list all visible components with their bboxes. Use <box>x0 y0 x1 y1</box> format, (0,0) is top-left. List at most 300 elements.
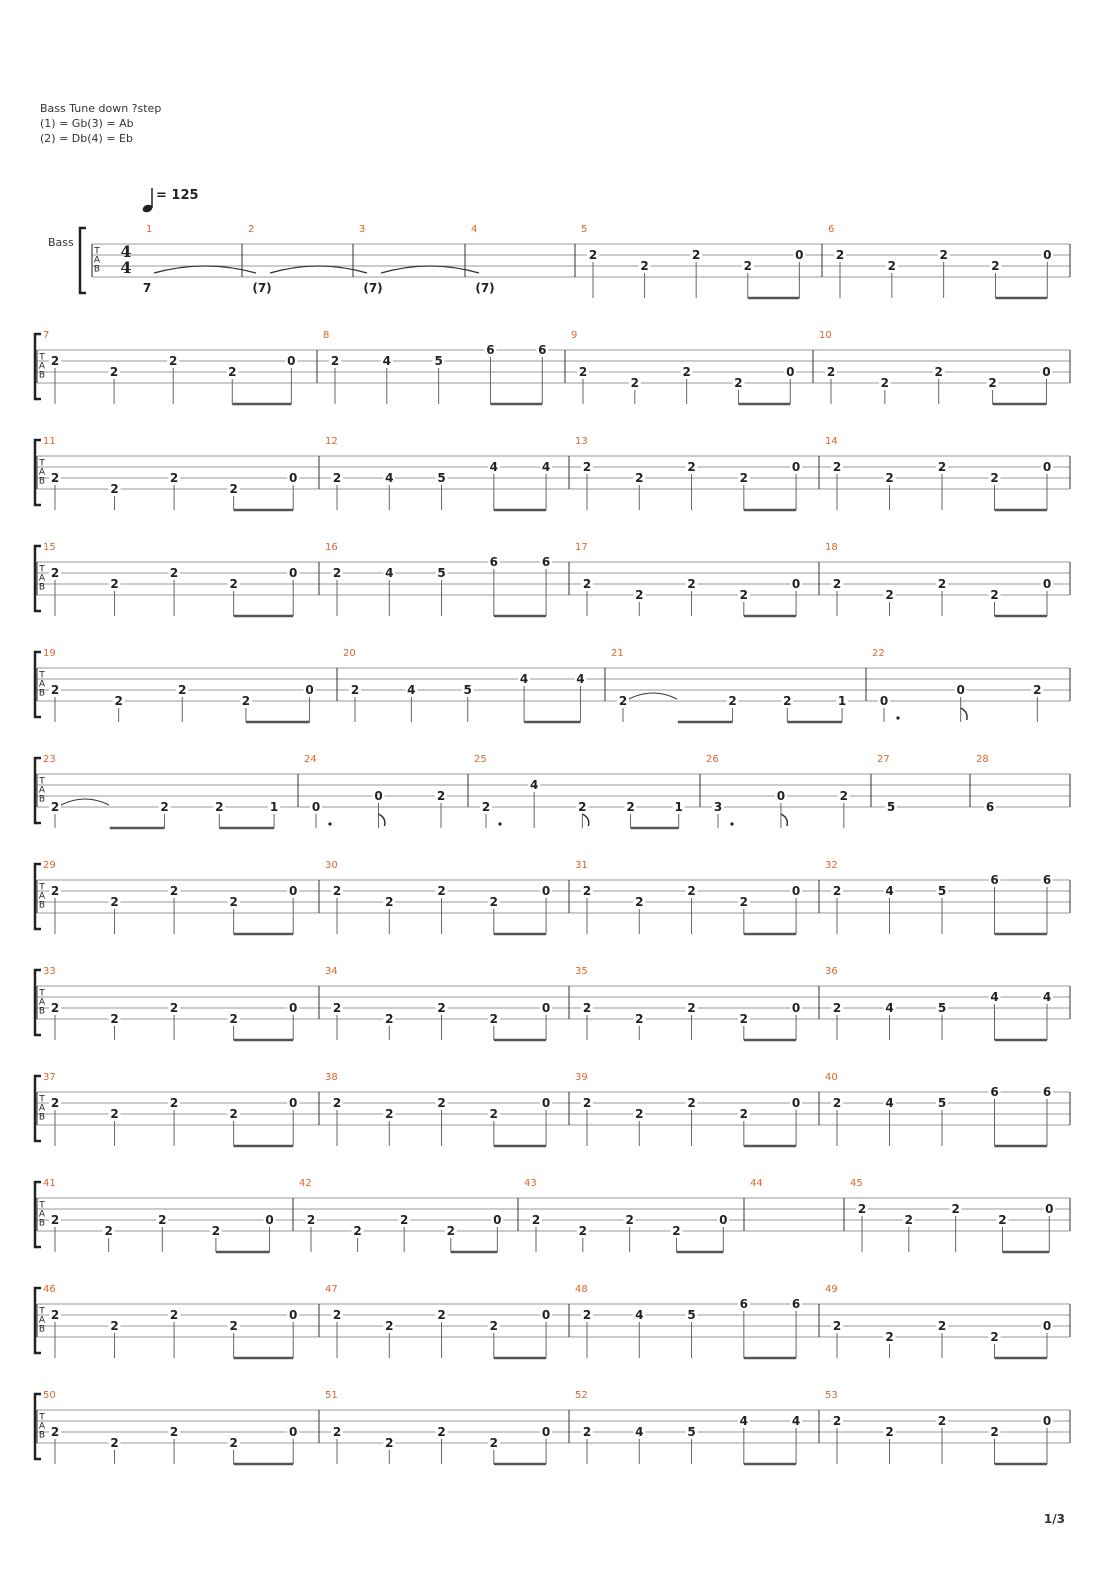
measure-number: 7 <box>43 330 50 341</box>
fret-number: 2 <box>739 471 748 485</box>
fret-number: 2 <box>437 1425 446 1439</box>
fret-number: 2 <box>110 577 119 591</box>
dot-mark <box>498 822 501 825</box>
fret-number: 2 <box>618 694 628 708</box>
measure-number: 50 <box>43 1390 56 1401</box>
fret-number: 2 <box>687 884 696 898</box>
fret-number: 2 <box>839 789 849 803</box>
fret-number: 2 <box>672 1224 681 1238</box>
fret-number: 2 <box>832 1319 842 1333</box>
system-10 <box>35 1178 1070 1252</box>
fret-number: 2 <box>682 365 691 379</box>
fret-number: 2 <box>169 1096 179 1110</box>
fret-number: 4 <box>385 566 394 580</box>
fret-number: 0 <box>493 1213 502 1227</box>
fret-number: 5 <box>437 566 446 580</box>
fret-number: 2 <box>437 1001 446 1015</box>
fret-number: 2 <box>437 884 446 898</box>
fret-number: 4 <box>489 460 498 474</box>
time-signature-top: 4 <box>120 242 132 261</box>
fret-number: 0 <box>1042 460 1052 474</box>
fret-number: 2 <box>743 259 752 273</box>
fret-number: 2 <box>635 1012 644 1026</box>
system-3 <box>35 436 1070 510</box>
fret-number: 6 <box>990 1085 999 1099</box>
fret-number: 2 <box>578 1224 587 1238</box>
measure-number: 15 <box>43 542 56 553</box>
measure-number: 28 <box>976 754 989 765</box>
fret-number: 6 <box>541 555 551 569</box>
fret-number: 3 <box>713 800 723 814</box>
fret-number: 2 <box>385 895 394 909</box>
measure-number: 3 <box>359 224 366 235</box>
fret-number: 1 <box>674 800 683 814</box>
fret-number: 2 <box>104 1224 113 1238</box>
tab-clef-letter: A <box>38 1103 46 1114</box>
measure-number: 39 <box>575 1072 588 1083</box>
tab-clef-letter: B <box>38 1112 46 1123</box>
fret-number: 2 <box>481 800 491 814</box>
fret-number: 2 <box>687 577 696 591</box>
fret-number: 2 <box>783 694 792 708</box>
fret-number: 2 <box>1033 683 1042 697</box>
fret-number: 6 <box>1042 1085 1052 1099</box>
fret-number: 2 <box>582 577 592 591</box>
note-flag <box>781 814 787 826</box>
fret-number: 2 <box>626 800 635 814</box>
tab-clef-letter: T <box>39 1094 45 1105</box>
fret-number: 2 <box>50 884 60 898</box>
fret-number: 2 <box>110 1107 119 1121</box>
system-2 <box>35 330 1070 404</box>
fret-number: 2 <box>169 354 178 368</box>
tab-clef-letter: B <box>38 1218 46 1229</box>
fret-number: 2 <box>109 365 119 379</box>
fret-number: 2 <box>353 1224 362 1238</box>
fret-number: 1 <box>269 800 279 814</box>
measure-number: 49 <box>825 1284 838 1295</box>
system-7 <box>35 860 1070 934</box>
fret-number: 0 <box>289 1308 298 1322</box>
fret-number: 2 <box>937 1414 947 1428</box>
fret-number: 2 <box>211 1224 221 1238</box>
fret-number: 2 <box>635 471 644 485</box>
fret-number: 2 <box>169 566 179 580</box>
fret-number: 2 <box>832 460 842 474</box>
tab-clef-letter: T <box>39 458 45 469</box>
fret-number: 2 <box>169 1001 179 1015</box>
fret-number: 2 <box>734 376 743 390</box>
fret-number: 2 <box>50 800 60 814</box>
fret-number: 0 <box>289 566 298 580</box>
fret-number: 2 <box>229 1319 238 1333</box>
fret-number: 0 <box>265 1213 274 1227</box>
fret-number: 2 <box>50 1308 60 1322</box>
fret-number: 2 <box>880 376 890 390</box>
fret-number: 2 <box>832 1096 842 1110</box>
fret-number: 2 <box>582 1096 592 1110</box>
fret-number: 4 <box>519 672 529 686</box>
fret-number: 2 <box>385 1107 394 1121</box>
system-8 <box>35 966 1070 1040</box>
measure-number: 51 <box>325 1390 338 1401</box>
fret-number: 2 <box>489 1319 498 1333</box>
tab-clef-letter: B <box>93 264 101 275</box>
measure-number: 14 <box>825 436 838 447</box>
fret-number: 2 <box>835 248 845 262</box>
fret-number: 2 <box>832 1001 842 1015</box>
tab-clef-letter: A <box>38 997 46 1008</box>
fret-number: (7) <box>475 281 495 295</box>
fret-number: 2 <box>229 482 238 496</box>
fret-number: 0 <box>541 1425 551 1439</box>
measure-number: 11 <box>43 436 56 447</box>
measure-number: 22 <box>872 648 885 659</box>
fret-number: 2 <box>446 1224 455 1238</box>
fret-number: 2 <box>939 248 948 262</box>
fret-number: 0 <box>1042 577 1052 591</box>
measure-number: 41 <box>43 1178 56 1189</box>
measure-number: 24 <box>304 754 317 765</box>
fret-number: 2 <box>951 1202 960 1216</box>
measure-number: 17 <box>575 542 588 553</box>
fret-number: 2 <box>158 1213 167 1227</box>
fret-number: 2 <box>588 248 598 262</box>
fret-number: 2 <box>385 1012 394 1026</box>
system-bracket <box>80 228 86 293</box>
fret-number: 6 <box>486 343 495 357</box>
tab-clef-letter: B <box>38 582 46 593</box>
tab-clef-letter: B <box>38 476 46 487</box>
fret-number: 4 <box>382 354 391 368</box>
fret-number: 6 <box>739 1297 748 1311</box>
fret-number: 2 <box>826 365 836 379</box>
fret-number: 0 <box>791 1096 801 1110</box>
fret-number: 2 <box>436 789 446 803</box>
fret-number: 2 <box>50 1425 60 1439</box>
fret-number: 2 <box>904 1213 913 1227</box>
fret-number: 2 <box>169 884 179 898</box>
fret-number: 2 <box>582 884 592 898</box>
measure-number: 6 <box>828 224 835 235</box>
fret-number: 0 <box>879 694 889 708</box>
tab-clef-letter: B <box>38 900 46 911</box>
measure-number: 37 <box>43 1072 56 1083</box>
measure-number: 20 <box>343 648 356 659</box>
tie-arc <box>270 266 367 273</box>
fret-number: 2 <box>229 895 238 909</box>
fret-number: 2 <box>50 1213 60 1227</box>
fret-number: 2 <box>739 895 748 909</box>
fret-number: 0 <box>719 1213 728 1227</box>
fret-number: 2 <box>832 1414 842 1428</box>
fret-number: 2 <box>50 354 60 368</box>
tab-clef-letter: T <box>39 564 45 575</box>
measure-number: 5 <box>581 224 588 235</box>
tab-clef-letter: T <box>39 882 45 893</box>
tab-clef-letter: A <box>38 785 46 796</box>
fret-number: 5 <box>937 884 947 898</box>
measure-number: 12 <box>325 436 338 447</box>
tab-clef-letter: B <box>38 1006 46 1017</box>
fret-number: 6 <box>985 800 995 814</box>
fret-number: 2 <box>578 800 587 814</box>
fret-number: 2 <box>739 588 748 602</box>
fret-number: 2 <box>437 1308 446 1322</box>
measure-number: 45 <box>850 1178 863 1189</box>
fret-number: 6 <box>1042 873 1052 887</box>
fret-number: 5 <box>434 354 443 368</box>
fret-number: 2 <box>640 259 649 273</box>
fret-number: 2 <box>332 1001 342 1015</box>
measure-number: 44 <box>750 1178 763 1189</box>
fret-number: 2 <box>332 1308 342 1322</box>
fret-number: 2 <box>110 1012 119 1026</box>
system-12 <box>35 1390 1070 1464</box>
fret-number: 2 <box>332 1425 342 1439</box>
tab-clef-letter: A <box>38 467 46 478</box>
fret-number: 2 <box>229 1012 238 1026</box>
fret-number: 4 <box>990 990 999 1004</box>
fret-number: 2 <box>885 1330 894 1344</box>
fret-number: 2 <box>50 471 60 485</box>
measure-number: 23 <box>43 754 56 765</box>
fret-number: 2 <box>885 588 894 602</box>
fret-number: 2 <box>400 1213 409 1227</box>
measure-number: 21 <box>611 648 624 659</box>
measure-number: 34 <box>325 966 338 977</box>
fret-number: 2 <box>241 694 251 708</box>
fret-number: 2 <box>489 1436 498 1450</box>
measure-number: 31 <box>575 860 588 871</box>
fret-number: 2 <box>857 1202 867 1216</box>
fret-number: 0 <box>311 800 321 814</box>
fret-number: 2 <box>332 884 342 898</box>
fret-number: 2 <box>306 1213 316 1227</box>
measure-number: 48 <box>575 1284 588 1295</box>
fret-number: 2 <box>990 1425 999 1439</box>
fret-number: 2 <box>832 577 842 591</box>
fret-number: 2 <box>934 365 943 379</box>
measure-number: 4 <box>471 224 478 235</box>
fret-number: 2 <box>687 1096 696 1110</box>
fret-number: 0 <box>1043 248 1052 262</box>
fret-number: 0 <box>287 354 296 368</box>
system-5 <box>35 648 1070 722</box>
measure-number: 35 <box>575 966 588 977</box>
note-flag <box>961 708 967 720</box>
fret-number: 2 <box>687 460 696 474</box>
fret-number: 0 <box>289 1001 298 1015</box>
fret-number: 4 <box>576 672 585 686</box>
note-flag <box>582 814 588 826</box>
fret-number: 2 <box>169 1308 179 1322</box>
fret-number: 0 <box>1042 1319 1052 1333</box>
tempo-value: = 125 <box>156 188 199 203</box>
fret-number: 5 <box>937 1096 947 1110</box>
measure-number: 46 <box>43 1284 56 1295</box>
fret-number: 2 <box>229 1436 238 1450</box>
fret-number: 2 <box>50 1001 60 1015</box>
fret-number: 2 <box>625 1213 634 1227</box>
fret-number: 6 <box>538 343 547 357</box>
tuning-title: Bass Tune down ?step <box>40 102 162 115</box>
fret-number: 2 <box>110 482 119 496</box>
fret-number: 7 <box>142 281 152 295</box>
measure-number: 52 <box>575 1390 588 1401</box>
tab-clef-letter: T <box>39 1306 45 1317</box>
measure-number: 8 <box>323 330 330 341</box>
measure-number: 10 <box>819 330 832 341</box>
fret-number: 4 <box>407 683 416 697</box>
fret-number: 0 <box>374 789 383 803</box>
fret-number: 2 <box>50 683 60 697</box>
fret-number: 5 <box>937 1001 947 1015</box>
fret-number: 2 <box>332 1096 342 1110</box>
fret-number: 4 <box>791 1414 801 1428</box>
fret-number: 0 <box>289 1096 298 1110</box>
tab-clef-letter: A <box>38 679 46 690</box>
tuning-line-2: (2) = Db(4) = Eb <box>40 132 133 145</box>
tie-arc <box>381 266 479 273</box>
fret-number: 5 <box>463 683 472 697</box>
fret-number: 2 <box>110 1319 119 1333</box>
fret-number: 0 <box>289 1425 298 1439</box>
fret-number: 2 <box>635 588 644 602</box>
tab-clef-letter: B <box>38 794 46 805</box>
tab-clef-letter: T <box>39 1200 45 1211</box>
fret-number: 2 <box>990 471 999 485</box>
dot-mark <box>328 822 331 825</box>
measure-number: 33 <box>43 966 56 977</box>
fret-number: 2 <box>937 460 947 474</box>
tab-clef-letter: T <box>39 776 45 787</box>
fret-number: 2 <box>582 1308 592 1322</box>
fret-number: 2 <box>531 1213 541 1227</box>
fret-number: 4 <box>739 1414 748 1428</box>
fret-number: 2 <box>885 1425 894 1439</box>
fret-number: 0 <box>1042 365 1051 379</box>
tab-clef-letter: T <box>39 670 45 681</box>
fret-number: 6 <box>489 555 498 569</box>
tuning-line-1: (1) = Gb(3) = Ab <box>40 117 134 130</box>
fret-number: 2 <box>885 471 894 485</box>
tab-clef-letter: B <box>38 370 46 381</box>
fret-number: 2 <box>169 471 179 485</box>
fret-number: 2 <box>385 1319 394 1333</box>
fret-number: 2 <box>937 1319 947 1333</box>
fret-number: 2 <box>489 1107 498 1121</box>
fret-number: 0 <box>1042 1414 1052 1428</box>
fret-number: 0 <box>791 460 801 474</box>
measure-number: 30 <box>325 860 338 871</box>
tab-clef-letter: A <box>38 573 46 584</box>
system-1 <box>80 224 1070 298</box>
fret-number: 2 <box>50 566 60 580</box>
fret-number: 2 <box>728 694 737 708</box>
tie-arc <box>629 693 677 699</box>
measure-number: 2 <box>248 224 255 235</box>
measure-number: 40 <box>825 1072 838 1083</box>
measure-number: 32 <box>825 860 838 871</box>
measure-number: 36 <box>825 966 838 977</box>
system-11 <box>35 1284 1070 1358</box>
tab-clef-letter: T <box>39 352 45 363</box>
tab-clef-letter: B <box>38 1430 46 1441</box>
fret-number: 2 <box>229 1107 238 1121</box>
fret-number: 2 <box>991 259 1000 273</box>
fret-number: 0 <box>289 471 298 485</box>
fret-number: 2 <box>114 694 123 708</box>
measure-number: 18 <box>825 542 838 553</box>
fret-number: 2 <box>582 1425 592 1439</box>
measure-number: 38 <box>325 1072 338 1083</box>
fret-number: 4 <box>1042 990 1052 1004</box>
fret-number: 4 <box>885 884 894 898</box>
fret-number: 2 <box>229 577 238 591</box>
fret-number: 0 <box>791 884 801 898</box>
measure-number: 42 <box>299 1178 312 1189</box>
measure-number: 47 <box>325 1284 338 1295</box>
fret-number: 2 <box>160 800 169 814</box>
fret-number: 2 <box>350 683 360 697</box>
fret-number: 4 <box>635 1308 644 1322</box>
fret-number: 2 <box>437 1096 446 1110</box>
tab-clef-letter: A <box>93 255 101 266</box>
fret-number: 4 <box>385 471 394 485</box>
fret-number: 0 <box>289 884 298 898</box>
fret-number: 2 <box>169 1425 179 1439</box>
fret-number: 4 <box>541 460 551 474</box>
measure-number: 53 <box>825 1390 838 1401</box>
fret-number: 2 <box>578 365 588 379</box>
fret-number: 6 <box>791 1297 801 1311</box>
tab-clef-letter: A <box>38 891 46 902</box>
fret-number: (7) <box>363 281 383 295</box>
fret-number: 2 <box>332 471 342 485</box>
fret-number: 2 <box>50 1096 60 1110</box>
dot-mark <box>730 822 733 825</box>
measure-number: 19 <box>43 648 56 659</box>
fret-number: 2 <box>635 895 644 909</box>
fret-number: 2 <box>887 259 896 273</box>
measure-number: 1 <box>146 224 153 235</box>
fret-number: 2 <box>332 566 342 580</box>
fret-number: 0 <box>541 884 551 898</box>
tab-clef-letter: B <box>38 688 46 699</box>
tab-clef-letter: A <box>38 1315 46 1326</box>
fret-number: 2 <box>990 588 999 602</box>
fret-number: 0 <box>776 789 786 803</box>
tab-clef-letter: A <box>38 1209 46 1220</box>
fret-number: 2 <box>582 460 592 474</box>
fret-number: 5 <box>687 1425 696 1439</box>
dot-mark <box>896 716 899 719</box>
fret-number: 0 <box>791 1001 801 1015</box>
fret-number: 2 <box>110 1436 119 1450</box>
system-4 <box>35 542 1070 616</box>
fret-number: 6 <box>990 873 999 887</box>
fret-number: 0 <box>541 1096 551 1110</box>
measure-number: 16 <box>325 542 338 553</box>
measure-number: 25 <box>474 754 487 765</box>
fret-number: 2 <box>489 1012 498 1026</box>
fret-number: 2 <box>228 365 237 379</box>
fret-number: 4 <box>885 1001 894 1015</box>
fret-number: (7) <box>252 281 272 295</box>
fret-number: 2 <box>990 1330 999 1344</box>
fret-number: 2 <box>110 895 119 909</box>
